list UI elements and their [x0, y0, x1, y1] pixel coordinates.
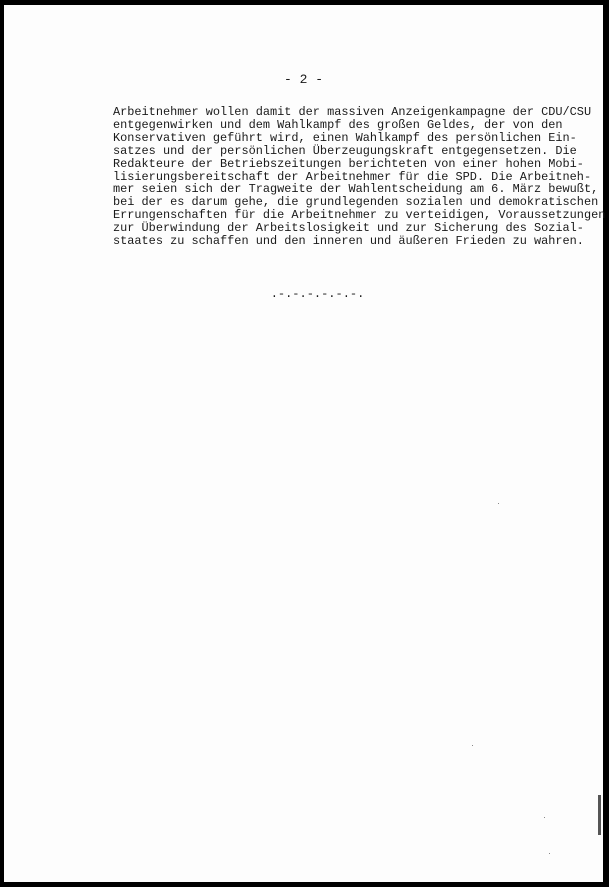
scan-speck [549, 853, 550, 854]
document-page [4, 5, 606, 882]
text-line: mer seien sich der Tragweite der Wahlentscheidung am 6. März bewußt, [113, 182, 599, 197]
text-line: zur Überwindung der Arbeitslosigkeit und zur Sicherung des Sozial- [113, 221, 584, 236]
scan-speck [544, 817, 545, 818]
scan-speck [498, 503, 499, 504]
text-line: lisierungsbereitschaft der Arbeitnehmer für die SPD. Die Arbeitneh- [113, 169, 592, 184]
page-number: - 2 - [283, 72, 323, 87]
text-line: staates zu schaffen und den inneren und äußeren Frieden zu wahren. [113, 234, 584, 249]
text-line: Arbeitnehmer wollen damit der massiven Anzeigenkampagne der CDU/CSU [113, 105, 592, 119]
text-line: Konservativen geführt wird, einen Wahlkampf des persönlichen Ein- [113, 130, 577, 145]
end-separator: .-.-.-.-.-.-. [270, 287, 365, 301]
text-line: Errungenschaften für die Arbeitnehmer zu verteidigen, Voraussetzungen [113, 208, 606, 223]
text-line: bei der es darum gehe, die grundlegenden sozialen und demokratischen [113, 195, 599, 210]
text-line: Redakteure der Betriebszeitungen berichteten von einer hohen Mobi- [113, 156, 584, 171]
body-paragraph [113, 105, 606, 249]
scan-edge-mark [598, 795, 601, 835]
text-line: entgegenwirken und dem Wahlkampf des großen Geldes, der von den [113, 117, 563, 132]
scan-speck [472, 745, 473, 746]
text-line: satzes und der persönlichen Überzeugungskraft entgegensetzen. Die [113, 143, 577, 158]
